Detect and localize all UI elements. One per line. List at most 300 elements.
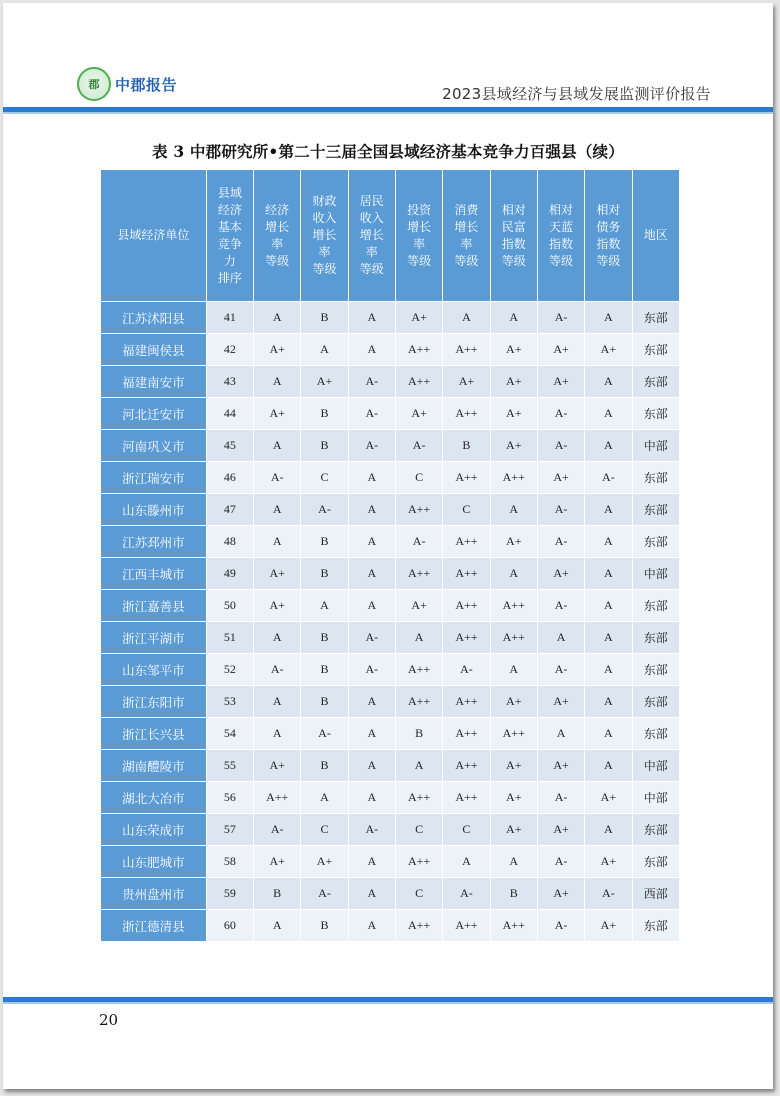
grade-cell: A: [348, 590, 395, 622]
grade-cell: A: [585, 302, 632, 334]
county-name-cell: 江苏沭阳县: [101, 302, 207, 334]
table-row: [101, 462, 680, 494]
grade-cell: A+: [254, 558, 301, 590]
table-row: [101, 814, 680, 846]
grade-cell: A: [537, 718, 584, 750]
grade-cell: A+: [490, 366, 537, 398]
table-row: [101, 366, 680, 398]
region-cell: 中部: [632, 558, 679, 590]
grade-cell: A+: [585, 782, 632, 814]
grade-cell: A: [301, 590, 348, 622]
footer-divider-accent: [3, 1002, 773, 1004]
grade-cell: A++: [490, 622, 537, 654]
column-header-line: 等级: [454, 253, 479, 268]
rank-cell: 56: [206, 782, 253, 814]
page-number: 20: [99, 1011, 119, 1029]
grade-cell: A-: [348, 622, 395, 654]
region-cell: 东部: [632, 526, 679, 558]
region-cell: 东部: [632, 462, 679, 494]
region-cell: 东部: [632, 686, 679, 718]
grade-cell: B: [301, 558, 348, 590]
column-header: [101, 170, 207, 302]
grade-cell: A: [348, 334, 395, 366]
grade-cell: A++: [443, 398, 490, 430]
grade-cell: A-: [585, 462, 632, 494]
county-name-cell: 山东滕州市: [101, 494, 207, 526]
column-header-line: 等级: [501, 253, 526, 268]
column-header-line: 投资: [407, 202, 432, 217]
grade-cell: A++: [490, 590, 537, 622]
table-row: [101, 718, 680, 750]
column-header-line: 居民: [359, 194, 384, 208]
header-divider-accent: [3, 112, 773, 114]
grade-cell: B: [301, 430, 348, 462]
county-name-cell: 湖北大冶市: [101, 782, 207, 814]
table-row: [101, 782, 680, 814]
grade-cell: A+: [490, 334, 537, 366]
report-page: [3, 3, 773, 1089]
grade-cell: A+: [443, 366, 490, 398]
grade-cell: A+: [490, 398, 537, 430]
column-header: [443, 170, 490, 302]
grade-cell: A++: [395, 910, 442, 942]
grade-cell: C: [443, 814, 490, 846]
table-row: [101, 846, 680, 878]
column-header-line: 收入: [359, 211, 384, 225]
grade-cell: A: [348, 302, 395, 334]
county-name-cell: 浙江嘉善县: [101, 590, 207, 622]
grade-cell: A: [585, 750, 632, 782]
grade-cell: A: [254, 494, 301, 526]
table-row: [101, 494, 680, 526]
region-cell: 东部: [632, 494, 679, 526]
grade-cell: B: [301, 654, 348, 686]
grade-cell: A++: [395, 334, 442, 366]
column-header-line: 民富: [501, 219, 526, 234]
grade-cell: A: [395, 622, 442, 654]
rank-cell: 59: [206, 878, 253, 910]
column-header-line: 排序: [217, 270, 242, 285]
column-header-line: 增长: [407, 219, 432, 234]
region-cell: 东部: [632, 622, 679, 654]
county-name-cell: 山东肥城市: [101, 846, 207, 878]
column-header-line: 收入: [312, 211, 337, 225]
column-header-line: 相对: [549, 202, 574, 217]
grade-cell: A: [348, 526, 395, 558]
region-cell: 东部: [632, 398, 679, 430]
rank-cell: 48: [206, 526, 253, 558]
grade-cell: A: [254, 686, 301, 718]
grade-cell: A++: [443, 526, 490, 558]
grade-cell: A++: [443, 910, 490, 942]
zhongjun-logo-icon: 郡: [77, 67, 111, 101]
grade-cell: A+: [537, 558, 584, 590]
grade-cell: B: [301, 302, 348, 334]
grade-cell: A: [490, 846, 537, 878]
grade-cell: A: [254, 718, 301, 750]
grade-cell: A+: [537, 814, 584, 846]
grade-cell: A: [348, 558, 395, 590]
grade-cell: A-: [348, 366, 395, 398]
grade-cell: A++: [490, 462, 537, 494]
grade-cell: A-: [537, 910, 584, 942]
grade-cell: A++: [490, 718, 537, 750]
table-row: [101, 590, 680, 622]
grade-cell: A: [254, 622, 301, 654]
column-header: [301, 170, 348, 302]
region-cell: 东部: [632, 334, 679, 366]
region-cell: 东部: [632, 590, 679, 622]
grade-cell: A+: [254, 846, 301, 878]
grade-cell: A+: [537, 878, 584, 910]
grade-cell: A: [537, 622, 584, 654]
grade-cell: A-: [348, 430, 395, 462]
rank-cell: 60: [206, 910, 253, 942]
table-row: [101, 654, 680, 686]
grade-cell: A+: [490, 686, 537, 718]
grade-cell: C: [395, 878, 442, 910]
column-header-line: 指数: [596, 236, 621, 251]
grade-cell: A++: [443, 334, 490, 366]
column-header-line: 相对: [596, 202, 621, 217]
grade-cell: C: [395, 462, 442, 494]
rank-cell: 54: [206, 718, 253, 750]
grade-cell: A+: [585, 334, 632, 366]
column-header-line: 指数: [501, 236, 526, 251]
grade-cell: A: [585, 526, 632, 558]
grade-cell: A-: [537, 302, 584, 334]
county-name-cell: 山东邹平市: [101, 654, 207, 686]
column-header-line: 等级: [312, 262, 337, 276]
grade-cell: A-: [585, 878, 632, 910]
column-header-line: 财政: [312, 194, 337, 208]
grade-cell: A-: [301, 494, 348, 526]
grade-cell: A: [348, 750, 395, 782]
grade-cell: A++: [443, 750, 490, 782]
grade-cell: A: [585, 590, 632, 622]
grade-cell: A++: [443, 590, 490, 622]
grade-cell: A+: [490, 526, 537, 558]
grade-cell: A-: [301, 718, 348, 750]
region-cell: 东部: [632, 846, 679, 878]
table-body: [101, 302, 680, 942]
table-row: [101, 430, 680, 462]
table-row: [101, 750, 680, 782]
rank-cell: 43: [206, 366, 253, 398]
grade-cell: A+: [254, 750, 301, 782]
grade-cell: A++: [443, 686, 490, 718]
grade-cell: B: [301, 622, 348, 654]
grade-cell: A: [585, 494, 632, 526]
column-header: [490, 170, 537, 302]
grade-cell: A+: [395, 590, 442, 622]
grade-cell: B: [301, 750, 348, 782]
rank-cell: 46: [206, 462, 253, 494]
grade-cell: A+: [395, 398, 442, 430]
grade-cell: A: [348, 782, 395, 814]
column-header-line: 增长: [359, 228, 384, 242]
table-row: [101, 398, 680, 430]
rank-cell: 47: [206, 494, 253, 526]
rank-cell: 42: [206, 334, 253, 366]
logo-text: 中郡报告: [115, 75, 178, 94]
grade-cell: A: [348, 878, 395, 910]
column-header-line: 基本: [217, 219, 242, 234]
grade-cell: A++: [443, 622, 490, 654]
grade-cell: A-: [254, 814, 301, 846]
grade-cell: A-: [537, 430, 584, 462]
grade-cell: A: [254, 302, 301, 334]
grade-cell: B: [301, 686, 348, 718]
grade-cell: A+: [490, 750, 537, 782]
column-header: [206, 170, 253, 302]
grade-cell: B: [443, 430, 490, 462]
rank-cell: 44: [206, 398, 253, 430]
column-header-line: 经济: [217, 202, 242, 217]
region-cell: 东部: [632, 366, 679, 398]
column-header-line: 天蓝: [549, 219, 574, 234]
table-row: [101, 686, 680, 718]
region-cell: 东部: [632, 910, 679, 942]
county-name-cell: 浙江瑞安市: [101, 462, 207, 494]
county-name-cell: 湖南醴陵市: [101, 750, 207, 782]
table-row: [101, 910, 680, 942]
grade-cell: A: [254, 430, 301, 462]
grade-cell: C: [301, 462, 348, 494]
region-cell: 中部: [632, 782, 679, 814]
table-header-row: [101, 170, 680, 302]
rank-cell: 51: [206, 622, 253, 654]
county-name-cell: 福建南安市: [101, 366, 207, 398]
grade-cell: A: [585, 558, 632, 590]
grade-cell: A+: [490, 814, 537, 846]
grade-cell: A-: [348, 814, 395, 846]
column-header-line: 竞争: [217, 236, 242, 251]
grade-cell: A-: [254, 462, 301, 494]
grade-cell: A: [490, 494, 537, 526]
table-row: [101, 878, 680, 910]
grade-cell: A: [490, 654, 537, 686]
grade-cell: A: [585, 686, 632, 718]
grade-cell: A++: [395, 494, 442, 526]
table-row: [101, 622, 680, 654]
grade-cell: A: [301, 334, 348, 366]
county-name-cell: 江苏邳州市: [101, 526, 207, 558]
grade-cell: A+: [537, 750, 584, 782]
grade-cell: B: [254, 878, 301, 910]
grade-cell: C: [443, 494, 490, 526]
column-header-line: 消费: [454, 202, 479, 217]
column-header-line: 等级: [407, 253, 432, 268]
grade-cell: A++: [395, 846, 442, 878]
column-header-line: 增长: [454, 219, 479, 234]
grade-cell: A-: [395, 430, 442, 462]
grade-cell: A: [254, 366, 301, 398]
grade-cell: B: [395, 718, 442, 750]
grade-cell: A+: [537, 686, 584, 718]
county-name-cell: 浙江平湖市: [101, 622, 207, 654]
table-row: [101, 558, 680, 590]
grade-cell: B: [301, 398, 348, 430]
county-name-cell: 河北迁安市: [101, 398, 207, 430]
column-header-line: 等级: [359, 262, 384, 276]
column-header-line: 县域: [217, 185, 242, 200]
grade-cell: A-: [537, 782, 584, 814]
grade-cell: A++: [395, 366, 442, 398]
rank-cell: 55: [206, 750, 253, 782]
column-header-line: 率: [271, 236, 284, 251]
county-name-cell: 浙江东阳市: [101, 686, 207, 718]
grade-cell: A: [585, 430, 632, 462]
column-header-line: 经济: [265, 202, 290, 217]
county-name-cell: 福建闽侯县: [101, 334, 207, 366]
grade-cell: A+: [490, 430, 537, 462]
column-header-line: 率: [365, 245, 378, 259]
column-header: [395, 170, 442, 302]
rank-cell: 45: [206, 430, 253, 462]
column-header-line: 县域经济单位: [117, 228, 190, 242]
grade-cell: A+: [537, 462, 584, 494]
grade-cell: A+: [585, 846, 632, 878]
grade-cell: A-: [254, 654, 301, 686]
grade-cell: A++: [443, 782, 490, 814]
county-name-cell: 河南巩义市: [101, 430, 207, 462]
grade-cell: A++: [395, 654, 442, 686]
grade-cell: A-: [348, 654, 395, 686]
grade-cell: A-: [443, 878, 490, 910]
grade-cell: A: [395, 750, 442, 782]
region-cell: 中部: [632, 430, 679, 462]
grade-cell: A: [443, 302, 490, 334]
grade-cell: A+: [537, 366, 584, 398]
column-header-line: 相对: [501, 202, 526, 217]
grade-cell: B: [301, 910, 348, 942]
grade-cell: A: [585, 718, 632, 750]
column-header-line: 率: [413, 236, 426, 251]
grade-cell: A+: [301, 846, 348, 878]
column-header: [632, 170, 679, 302]
grade-cell: A+: [254, 398, 301, 430]
column-header: [537, 170, 584, 302]
rank-cell: 50: [206, 590, 253, 622]
grade-cell: A++: [395, 782, 442, 814]
region-cell: 东部: [632, 814, 679, 846]
county-name-cell: 山东荣成市: [101, 814, 207, 846]
rank-cell: 41: [206, 302, 253, 334]
column-header-line: 增长: [312, 228, 337, 242]
grade-cell: A: [348, 718, 395, 750]
ranking-table: [100, 169, 680, 942]
county-name-cell: 浙江德清县: [101, 910, 207, 942]
grade-cell: A: [348, 462, 395, 494]
grade-cell: A: [585, 366, 632, 398]
grade-cell: A: [490, 558, 537, 590]
grade-cell: A: [348, 686, 395, 718]
grade-cell: A-: [301, 878, 348, 910]
grade-cell: A++: [395, 686, 442, 718]
column-header-line: 率: [460, 236, 473, 251]
grade-cell: A++: [443, 558, 490, 590]
table-title: 表 3 中郡研究所•第二十三届全国县域经济基本竞争力百强县（续）: [152, 142, 624, 161]
grade-cell: B: [490, 878, 537, 910]
grade-cell: A: [585, 398, 632, 430]
table-row: [101, 302, 680, 334]
column-header-line: 增长: [265, 219, 290, 234]
grade-cell: A: [348, 846, 395, 878]
grade-cell: A++: [443, 718, 490, 750]
column-header-line: 债务: [596, 219, 621, 234]
grade-cell: A-: [537, 494, 584, 526]
region-cell: 东部: [632, 654, 679, 686]
column-header-line: 等级: [596, 253, 621, 268]
grade-cell: A++: [254, 782, 301, 814]
grade-cell: A: [585, 654, 632, 686]
region-cell: 东部: [632, 718, 679, 750]
grade-cell: A++: [443, 462, 490, 494]
grade-cell: A+: [395, 302, 442, 334]
grade-cell: A++: [490, 910, 537, 942]
grade-cell: A: [585, 622, 632, 654]
county-name-cell: 江西丰城市: [101, 558, 207, 590]
grade-cell: A: [301, 782, 348, 814]
table-row: [101, 334, 680, 366]
county-name-cell: 贵州盘州市: [101, 878, 207, 910]
grade-cell: A: [254, 910, 301, 942]
logo: [77, 67, 177, 101]
grade-cell: C: [395, 814, 442, 846]
column-header-line: 等级: [549, 253, 574, 268]
grade-cell: A: [348, 910, 395, 942]
grade-cell: A-: [348, 398, 395, 430]
grade-cell: B: [301, 526, 348, 558]
grade-cell: A: [254, 526, 301, 558]
grade-cell: A: [443, 846, 490, 878]
region-cell: 中部: [632, 750, 679, 782]
grade-cell: A: [585, 814, 632, 846]
column-header: [348, 170, 395, 302]
grade-cell: A-: [537, 398, 584, 430]
county-name-cell: 浙江长兴县: [101, 718, 207, 750]
page-header: [3, 3, 773, 118]
rank-cell: 49: [206, 558, 253, 590]
rank-cell: 57: [206, 814, 253, 846]
rank-cell: 58: [206, 846, 253, 878]
table-row: [101, 526, 680, 558]
report-title: 2023县域经济与县域发展监测评价报告: [442, 85, 711, 103]
grade-cell: A: [490, 302, 537, 334]
grade-cell: A-: [537, 654, 584, 686]
grade-cell: A+: [254, 334, 301, 366]
grade-cell: A+: [301, 366, 348, 398]
region-cell: 东部: [632, 302, 679, 334]
grade-cell: A+: [585, 910, 632, 942]
grade-cell: A++: [395, 558, 442, 590]
rank-cell: 53: [206, 686, 253, 718]
grade-cell: C: [301, 814, 348, 846]
column-header-line: 力: [223, 253, 236, 268]
grade-cell: A-: [537, 590, 584, 622]
column-header-line: 等级: [265, 253, 290, 268]
column-header: [254, 170, 301, 302]
grade-cell: A-: [443, 654, 490, 686]
grade-cell: A-: [395, 526, 442, 558]
column-header-line: 率: [318, 245, 331, 259]
grade-cell: A: [348, 494, 395, 526]
grade-cell: A+: [490, 782, 537, 814]
column-header-line: 地区: [643, 228, 668, 242]
rank-cell: 52: [206, 654, 253, 686]
column-header-line: 指数: [549, 236, 574, 251]
